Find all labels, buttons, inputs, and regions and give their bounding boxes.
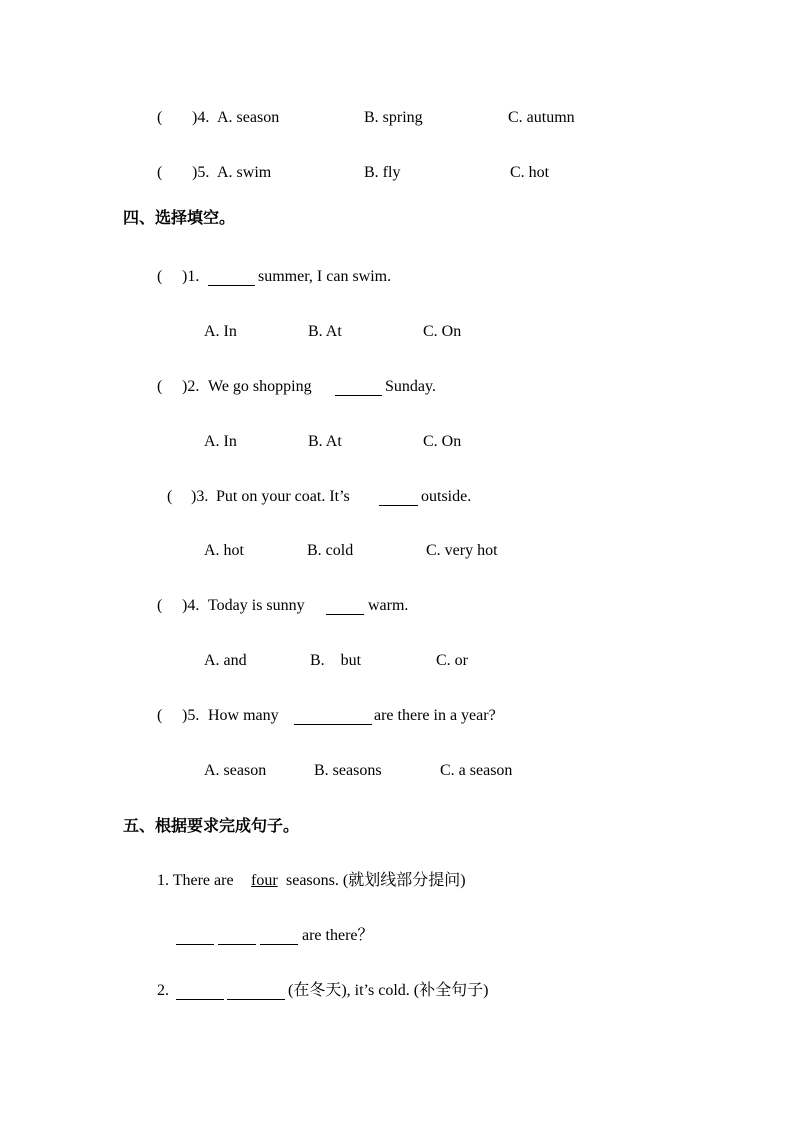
answer-paren[interactable]: ( [157, 597, 163, 614]
answer-paren[interactable]: ( [157, 378, 163, 395]
answer-paren[interactable]: ( [157, 268, 163, 285]
question-text-before: 1. There are [157, 872, 234, 889]
answer-blank[interactable] [218, 929, 256, 945]
question-text-before: We go shopping [208, 378, 312, 395]
item-number: )5. [192, 164, 210, 181]
option-a: A. and [204, 652, 247, 669]
option-c: C. autumn [508, 109, 575, 126]
option-c: C. hot [510, 164, 550, 181]
question-text-before: How many [208, 707, 279, 724]
question-number: )3. [191, 488, 209, 505]
answer-blank[interactable] [176, 929, 214, 945]
option-a: A. In [204, 323, 237, 340]
question-number: 2. [157, 982, 169, 999]
answer-paren[interactable]: ( [167, 488, 173, 505]
answer-blank[interactable] [227, 984, 285, 1000]
question-text-before: Today is sunny [208, 597, 305, 614]
question-number: )1. [182, 268, 200, 285]
question-text-after: (在冬天), it’s cold. (补全句子) [288, 982, 489, 999]
item-number: )4. [192, 109, 210, 126]
option-b: B. fly [364, 164, 401, 181]
option-c: C. or [436, 652, 468, 669]
question-text-after: Sunday. [385, 378, 436, 395]
answer-blank[interactable] [176, 984, 224, 1000]
option-b: B. spring [364, 109, 423, 126]
question-text-after: outside. [421, 488, 472, 505]
option-b: B. seasons [314, 762, 382, 779]
question-number: )5. [182, 707, 200, 724]
section5-heading: 五、根据要求完成句子。 [123, 816, 300, 835]
answer-blank[interactable] [335, 380, 382, 396]
answer-blank[interactable] [208, 270, 255, 286]
option-c: C. On [423, 433, 462, 450]
option-b: B. but [310, 652, 362, 669]
question-text-after: seasons. (就划线部分提问) [286, 872, 466, 889]
question-text-after: summer, I can swim. [258, 268, 392, 285]
option-a: A. hot [204, 542, 244, 559]
option-a: A. season [217, 109, 280, 126]
option-c: C. a season [440, 762, 513, 779]
question-number: )2. [182, 378, 200, 395]
answer-paren[interactable]: ( [157, 109, 163, 126]
option-a: A. In [204, 433, 237, 450]
option-c: C. very hot [426, 542, 498, 559]
option-a: A. swim [217, 164, 272, 181]
option-c: C. On [423, 323, 462, 340]
answer-blank[interactable] [260, 929, 298, 945]
answer-blank[interactable] [379, 490, 418, 506]
section4-heading: 四、选择填空。 [123, 208, 236, 227]
option-a: A. season [204, 762, 267, 779]
question-text-after: are there in a year? [374, 707, 496, 724]
option-b: B. cold [307, 542, 354, 559]
answer-paren[interactable]: ( [157, 164, 163, 181]
answer-paren[interactable]: ( [157, 707, 163, 724]
option-b: B. At [308, 323, 342, 340]
question-number: )4. [182, 597, 200, 614]
answer-blank[interactable] [326, 599, 364, 615]
answer-blank[interactable] [294, 709, 372, 725]
answer-text-after: are there？ [302, 927, 374, 944]
underlined-word: four [251, 872, 278, 889]
question-text-before: Put on your coat. It’s [216, 488, 350, 505]
option-b: B. At [308, 433, 342, 450]
question-text-after: warm. [368, 597, 409, 614]
